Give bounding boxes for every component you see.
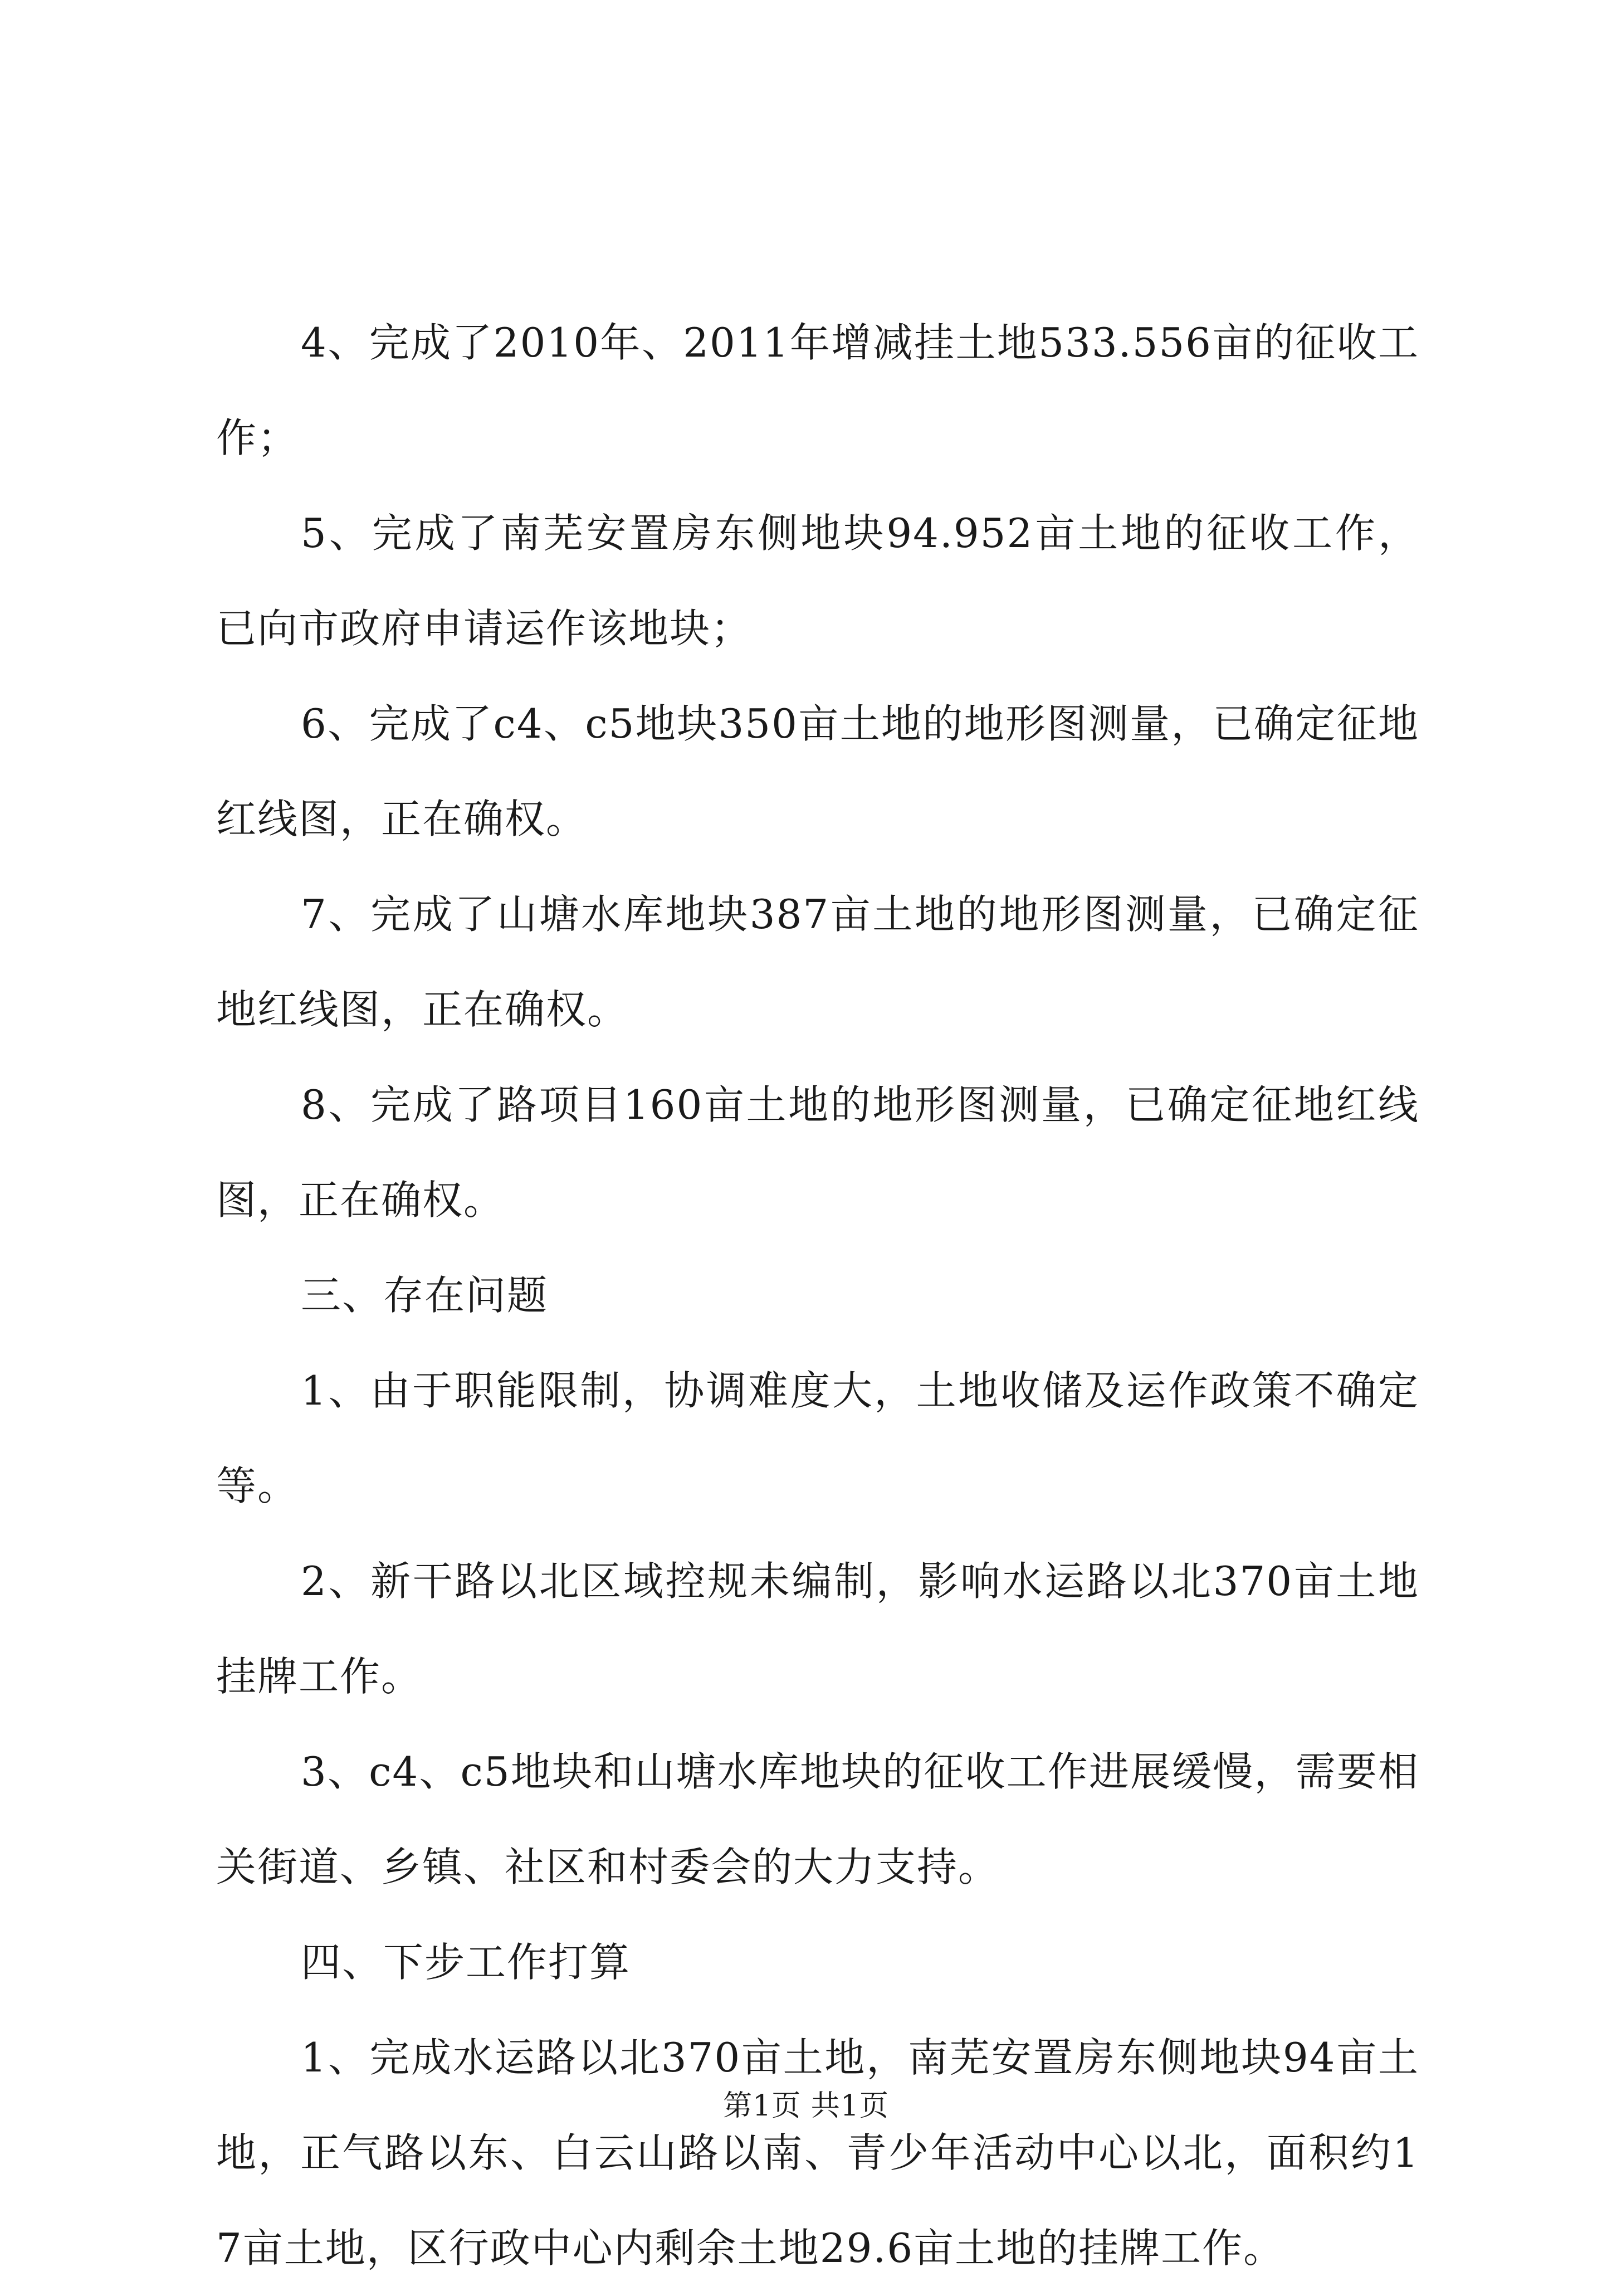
paragraph-item-8-road-project: 8、完成了路项目160亩土地的地形图测量，已确定征地红线图，正在确权。 xyxy=(216,1081,1419,1223)
problem-item-1: 1、由于职能限制，协调难度大，土地收储及运作政策不确定等。 xyxy=(216,1367,1419,1509)
section-heading-existing-problems: 三、存在问题 xyxy=(301,1272,549,1319)
paragraph-item-4-completed-land-collection: 4、完成了2010年、2011年增减挂土地533.556亩的征收工作； xyxy=(216,319,1419,461)
section-heading-next-steps: 四、下步工作打算 xyxy=(301,1939,631,1986)
problem-item-2: 2、新干路以北区域控规未编制，影响水运路以北370亩土地挂牌工作。 xyxy=(216,1558,1419,1700)
document-body xyxy=(216,295,1419,2296)
paragraph-item-7-shantang-reservoir: 7、完成了山塘水库地块387亩土地的地形图测量，已确定征地红线图，正在确权。 xyxy=(216,891,1419,1033)
paragraph-item-5-nanwu-resettlement: 5、完成了南芜安置房东侧地块94.952亩土地的征收工作，已向市政府申请运作该地块； xyxy=(216,510,1419,652)
page-footer: 第1页 共1页 xyxy=(723,2089,889,2123)
paragraph-item-6-c4-c5-survey: 6、完成了c4、c5地块350亩土地的地形图测量，已确定征地红线图，正在确权。 xyxy=(216,700,1419,842)
plan-item-1: 1、完成水运路以北370亩土地，南芜安置房东侧地块94亩土地，正气路以东、白云山路以南、青少年活动中心以北，面积约17亩土地，区行政中心内剩余土地29.6亩土地的挂牌工作。 xyxy=(216,2034,1419,2271)
problem-item-3: 3、c4、c5地块和山塘水库地块的征收工作进展缓慢，需要相关街道、乡镇、社区和村委会的大力支持。 xyxy=(216,1748,1419,1890)
